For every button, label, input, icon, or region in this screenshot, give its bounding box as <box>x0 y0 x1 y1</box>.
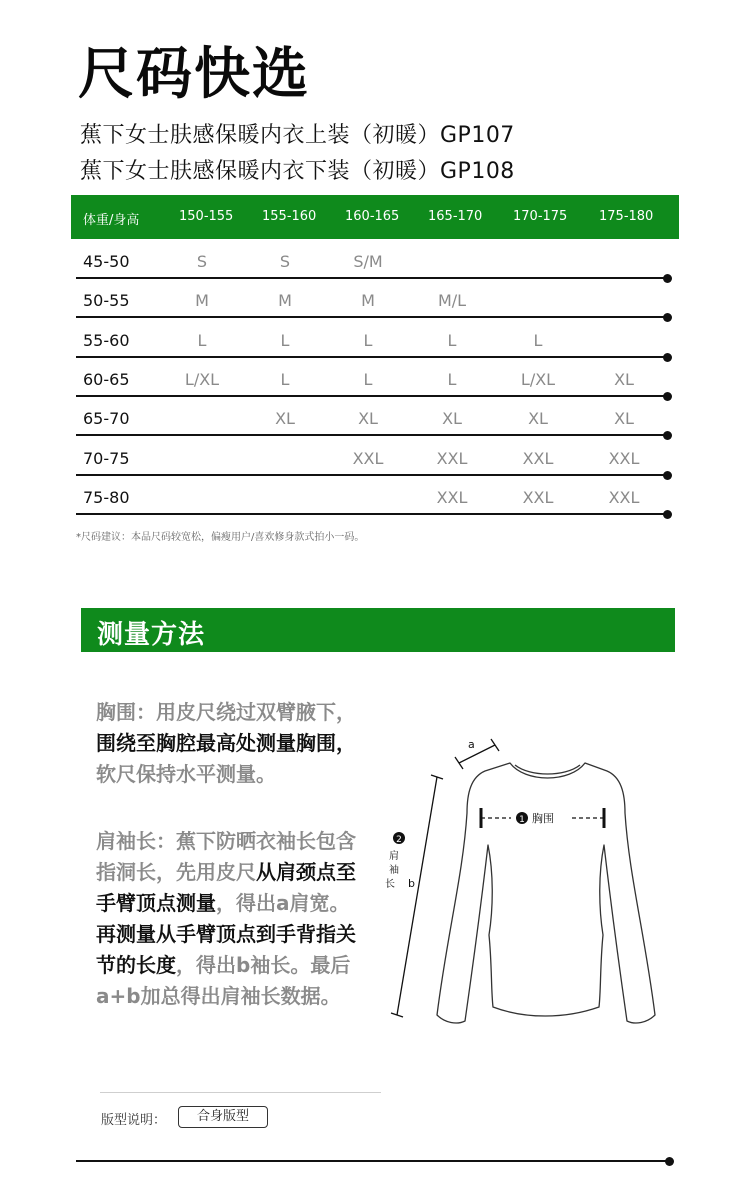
product-name-top: 蕉下女士肤感保暖内衣上装（初暖）GP107 <box>80 123 515 148</box>
chest-label: 胸围： <box>96 700 156 724</box>
chest-diagram-label: 胸围 <box>532 812 554 825</box>
chest-emphasis: 围绕至胸腔最高处测量胸围， <box>96 731 356 755</box>
size-cell: M <box>278 291 292 310</box>
product-name-bottom: 蕉下女士肤感保暖内衣下装（初暖）GP108 <box>80 159 515 184</box>
height-header: 155-160 <box>262 209 317 224</box>
weight-cell: 55-60 <box>83 331 130 350</box>
size-cell: L <box>280 370 290 389</box>
height-header: 165-170 <box>428 209 483 224</box>
size-cell: L/XL <box>184 370 220 389</box>
size-cell: S <box>279 252 291 271</box>
size-cell: L <box>197 331 207 350</box>
row-divider <box>76 434 666 436</box>
size-cell: XL <box>614 370 634 389</box>
sleeve-diagram-label: 长 <box>385 879 395 890</box>
size-cell: XXL <box>352 449 384 468</box>
sleeve-text-3: ，得出b袖长。最后a+b加总得出肩袖长数据。 <box>96 953 351 1008</box>
fit-label: 版型说明： <box>101 1113 167 1128</box>
weight-cell: 65-70 <box>83 409 130 428</box>
chest-description <box>96 697 366 790</box>
size-cell: M <box>361 291 375 310</box>
size-cell: XL <box>275 409 295 428</box>
size-cell: XXL <box>608 488 640 507</box>
label-a: a <box>468 738 475 751</box>
weight-cell: 45-50 <box>83 252 130 271</box>
size-cell: M/L <box>437 291 467 310</box>
height-header: 175-180 <box>599 209 654 224</box>
sleeve-diagram-label: 袖 <box>389 865 399 876</box>
fit-badge: 合身版型 <box>178 1106 268 1128</box>
sleeve-emphasis-2: 再测量从手臂顶点到手背指关节的长度 <box>96 922 356 977</box>
size-note: *尺码建议：本品尺码较宽松，偏瘦用户/喜欢修身款式拍小一码。 <box>76 532 365 543</box>
table-row <box>76 319 672 358</box>
size-cell: XXL <box>522 488 554 507</box>
size-cell: L <box>363 331 373 350</box>
size-cell: XL <box>614 409 634 428</box>
corner-label: 体重/身高 <box>83 213 140 228</box>
section-title: 测量方法 <box>97 620 206 650</box>
bottom-divider <box>76 1160 666 1162</box>
sleeve-text-2: ，得出a肩宽。 <box>216 891 350 915</box>
weight-cell: 60-65 <box>83 370 130 389</box>
size-cell: XL <box>442 409 462 428</box>
section-header <box>81 608 675 652</box>
size-table-header <box>71 195 679 239</box>
size-cell: XXL <box>522 449 554 468</box>
size-cell: XL <box>358 409 378 428</box>
table-row <box>76 358 672 397</box>
sleeve-measure-line <box>397 777 437 1015</box>
table-row <box>76 437 672 476</box>
table-row <box>76 279 672 318</box>
size-cell: L <box>447 370 457 389</box>
chest-text: 用皮尺绕过双臂腋下， <box>156 700 356 724</box>
weight-cell: 70-75 <box>83 449 130 468</box>
row-divider <box>76 513 666 515</box>
table-row <box>76 476 672 515</box>
shoulder-measure-line <box>459 745 495 763</box>
size-cell: S/M <box>353 252 383 271</box>
size-cell: XXL <box>436 488 468 507</box>
row-divider-dot <box>663 510 672 519</box>
weight-cell: 50-55 <box>83 291 130 310</box>
chest-text-2: 软尺保持水平测量。 <box>96 762 276 786</box>
row-divider <box>76 316 666 318</box>
size-cell: L <box>447 331 457 350</box>
divider <box>100 1092 381 1093</box>
table-row <box>76 240 672 279</box>
size-cell: L/XL <box>520 370 556 389</box>
garment-outline <box>437 763 655 1023</box>
size-cell: M <box>195 291 209 310</box>
sleeve-description <box>96 826 366 1012</box>
height-header: 170-175 <box>513 209 568 224</box>
height-header: 150-155 <box>179 209 234 224</box>
size-cell: L <box>280 331 290 350</box>
sleeve-text: 蕉下防晒衣袖长包含指洞长，先用皮尺 <box>96 829 356 884</box>
size-cell: XXL <box>608 449 640 468</box>
height-header: 160-165 <box>345 209 400 224</box>
sleeve-emphasis: 从肩颈点至手臂顶点测量 <box>96 860 356 915</box>
size-cell: L <box>533 331 543 350</box>
weight-cell: 75-80 <box>83 488 130 507</box>
size-cell: S <box>196 252 208 271</box>
sleeve-number: 2 <box>396 835 402 845</box>
sleeve-diagram-label: 肩 <box>389 851 399 862</box>
garment-diagram <box>375 735 675 1035</box>
bottom-divider-dot <box>665 1157 674 1166</box>
label-b: b <box>408 877 415 890</box>
sleeve-label: 肩袖长： <box>96 829 176 853</box>
size-cell: L <box>363 370 373 389</box>
chest-number: 1 <box>519 815 525 825</box>
size-cell: XXL <box>436 449 468 468</box>
garment-neckline <box>515 765 580 774</box>
page-title: 尺码快选 <box>78 42 310 107</box>
table-row <box>76 397 672 436</box>
size-cell: XL <box>528 409 548 428</box>
